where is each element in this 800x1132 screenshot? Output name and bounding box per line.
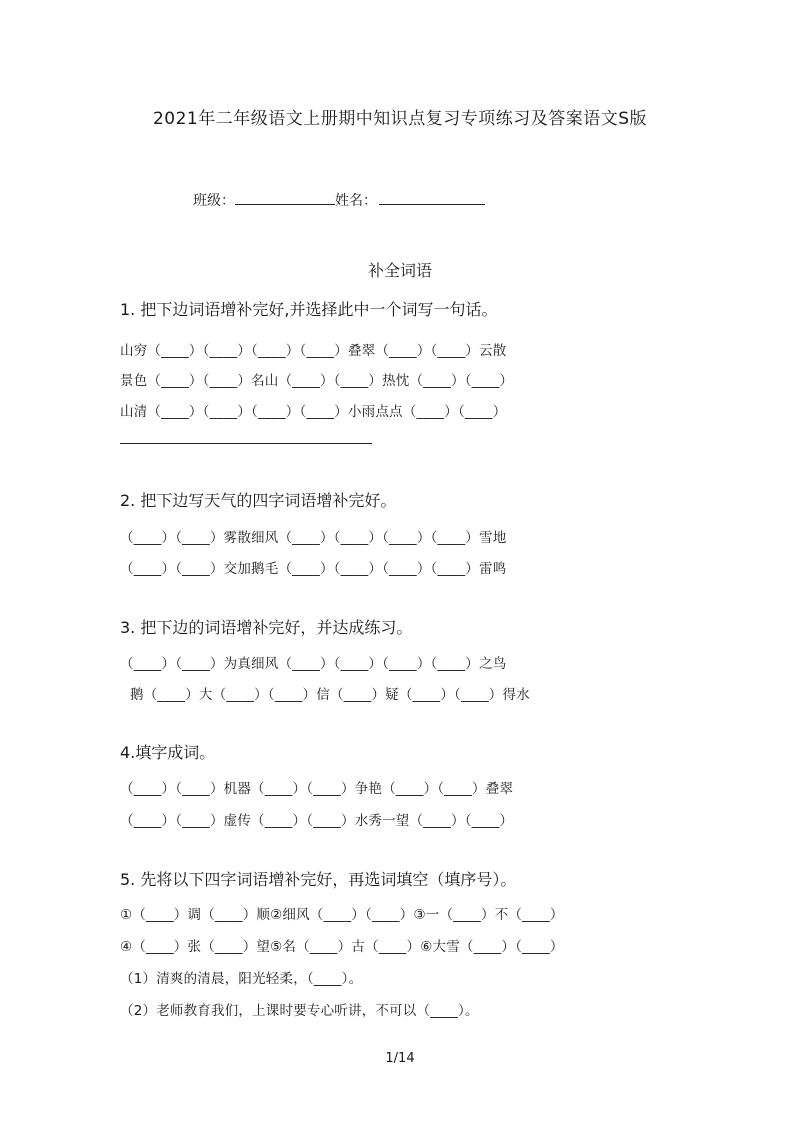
document-title: 2021年二年级语文上册期中知识点复习专项练习及答案语文S版 bbox=[152, 109, 648, 129]
class-label: 班级： bbox=[193, 193, 235, 209]
question-5-row-1: ①（____）调（____）顺②细风（____）（____）③一（____）不（____） bbox=[120, 907, 564, 923]
question-1-heading: 1. 把下边词语增补完好,并选择此中一个词写一句话。 bbox=[120, 300, 498, 319]
sentence-answer-line bbox=[120, 443, 372, 444]
question-3-row-1: （____）（____）为真细风（____）（____）（____）（____）之鸟 bbox=[120, 656, 507, 672]
question-4-row-1: （____）（____）机器（____）（____）争艳（____）（____）叠翠 bbox=[120, 781, 514, 797]
question-2-row-1: （____）（____）雾散细风（____）（____）（____）（____）雪地 bbox=[120, 530, 507, 546]
question-3-row-2: 鹅（____）大（____）（____）信（____）疑（____）（____）得水 bbox=[130, 687, 530, 703]
section-title: 补全词语 bbox=[367, 261, 432, 280]
question-5-sentence-2: （2）老师教育我们，上课时要专心听讲，不可以（____）。 bbox=[120, 1003, 479, 1019]
question-5-sentence-1: （1）清爽的清晨，阳光轻柔，（____）。 bbox=[120, 971, 363, 987]
name-blank bbox=[379, 190, 485, 205]
question-5-heading: 5. 先将以下四字词语增补完好，再选词填空（填序号）。 bbox=[120, 870, 517, 889]
question-4-heading: 4.填字成词。 bbox=[120, 743, 216, 762]
question-2-row-2: （____）（____）交加鹅毛（____）（____）（____）（____）雷鸣 bbox=[120, 561, 507, 577]
name-label: 姓名： bbox=[335, 193, 377, 209]
question-1-row-1: 山穷（____）（____）（____）（____）叠翠（____）（____）云散 bbox=[120, 343, 507, 359]
class-blank bbox=[235, 190, 335, 205]
question-1-row-3: 山清（____）（____）（____）（____）小雨点点（____）（____） bbox=[120, 404, 507, 420]
student-info bbox=[193, 190, 485, 210]
question-2-heading: 2. 把下边写天气的四字词语增补完好。 bbox=[120, 491, 397, 510]
question-1-row-2: 景色（____）（____）名山（____）（____）热忱（____）（____） bbox=[120, 373, 514, 389]
question-5-row-2: ④（____）张（____）望⑤名（____）古（____）⑥大雪（____）（____） bbox=[120, 939, 564, 955]
question-4-row-2: （____）（____）虚传（____）（____）水秀一望（____）（____） bbox=[120, 813, 514, 829]
page-number: 1/14 bbox=[385, 1051, 415, 1066]
question-3-heading: 3. 把下边的词语增补完好，并达成练习。 bbox=[120, 618, 413, 637]
